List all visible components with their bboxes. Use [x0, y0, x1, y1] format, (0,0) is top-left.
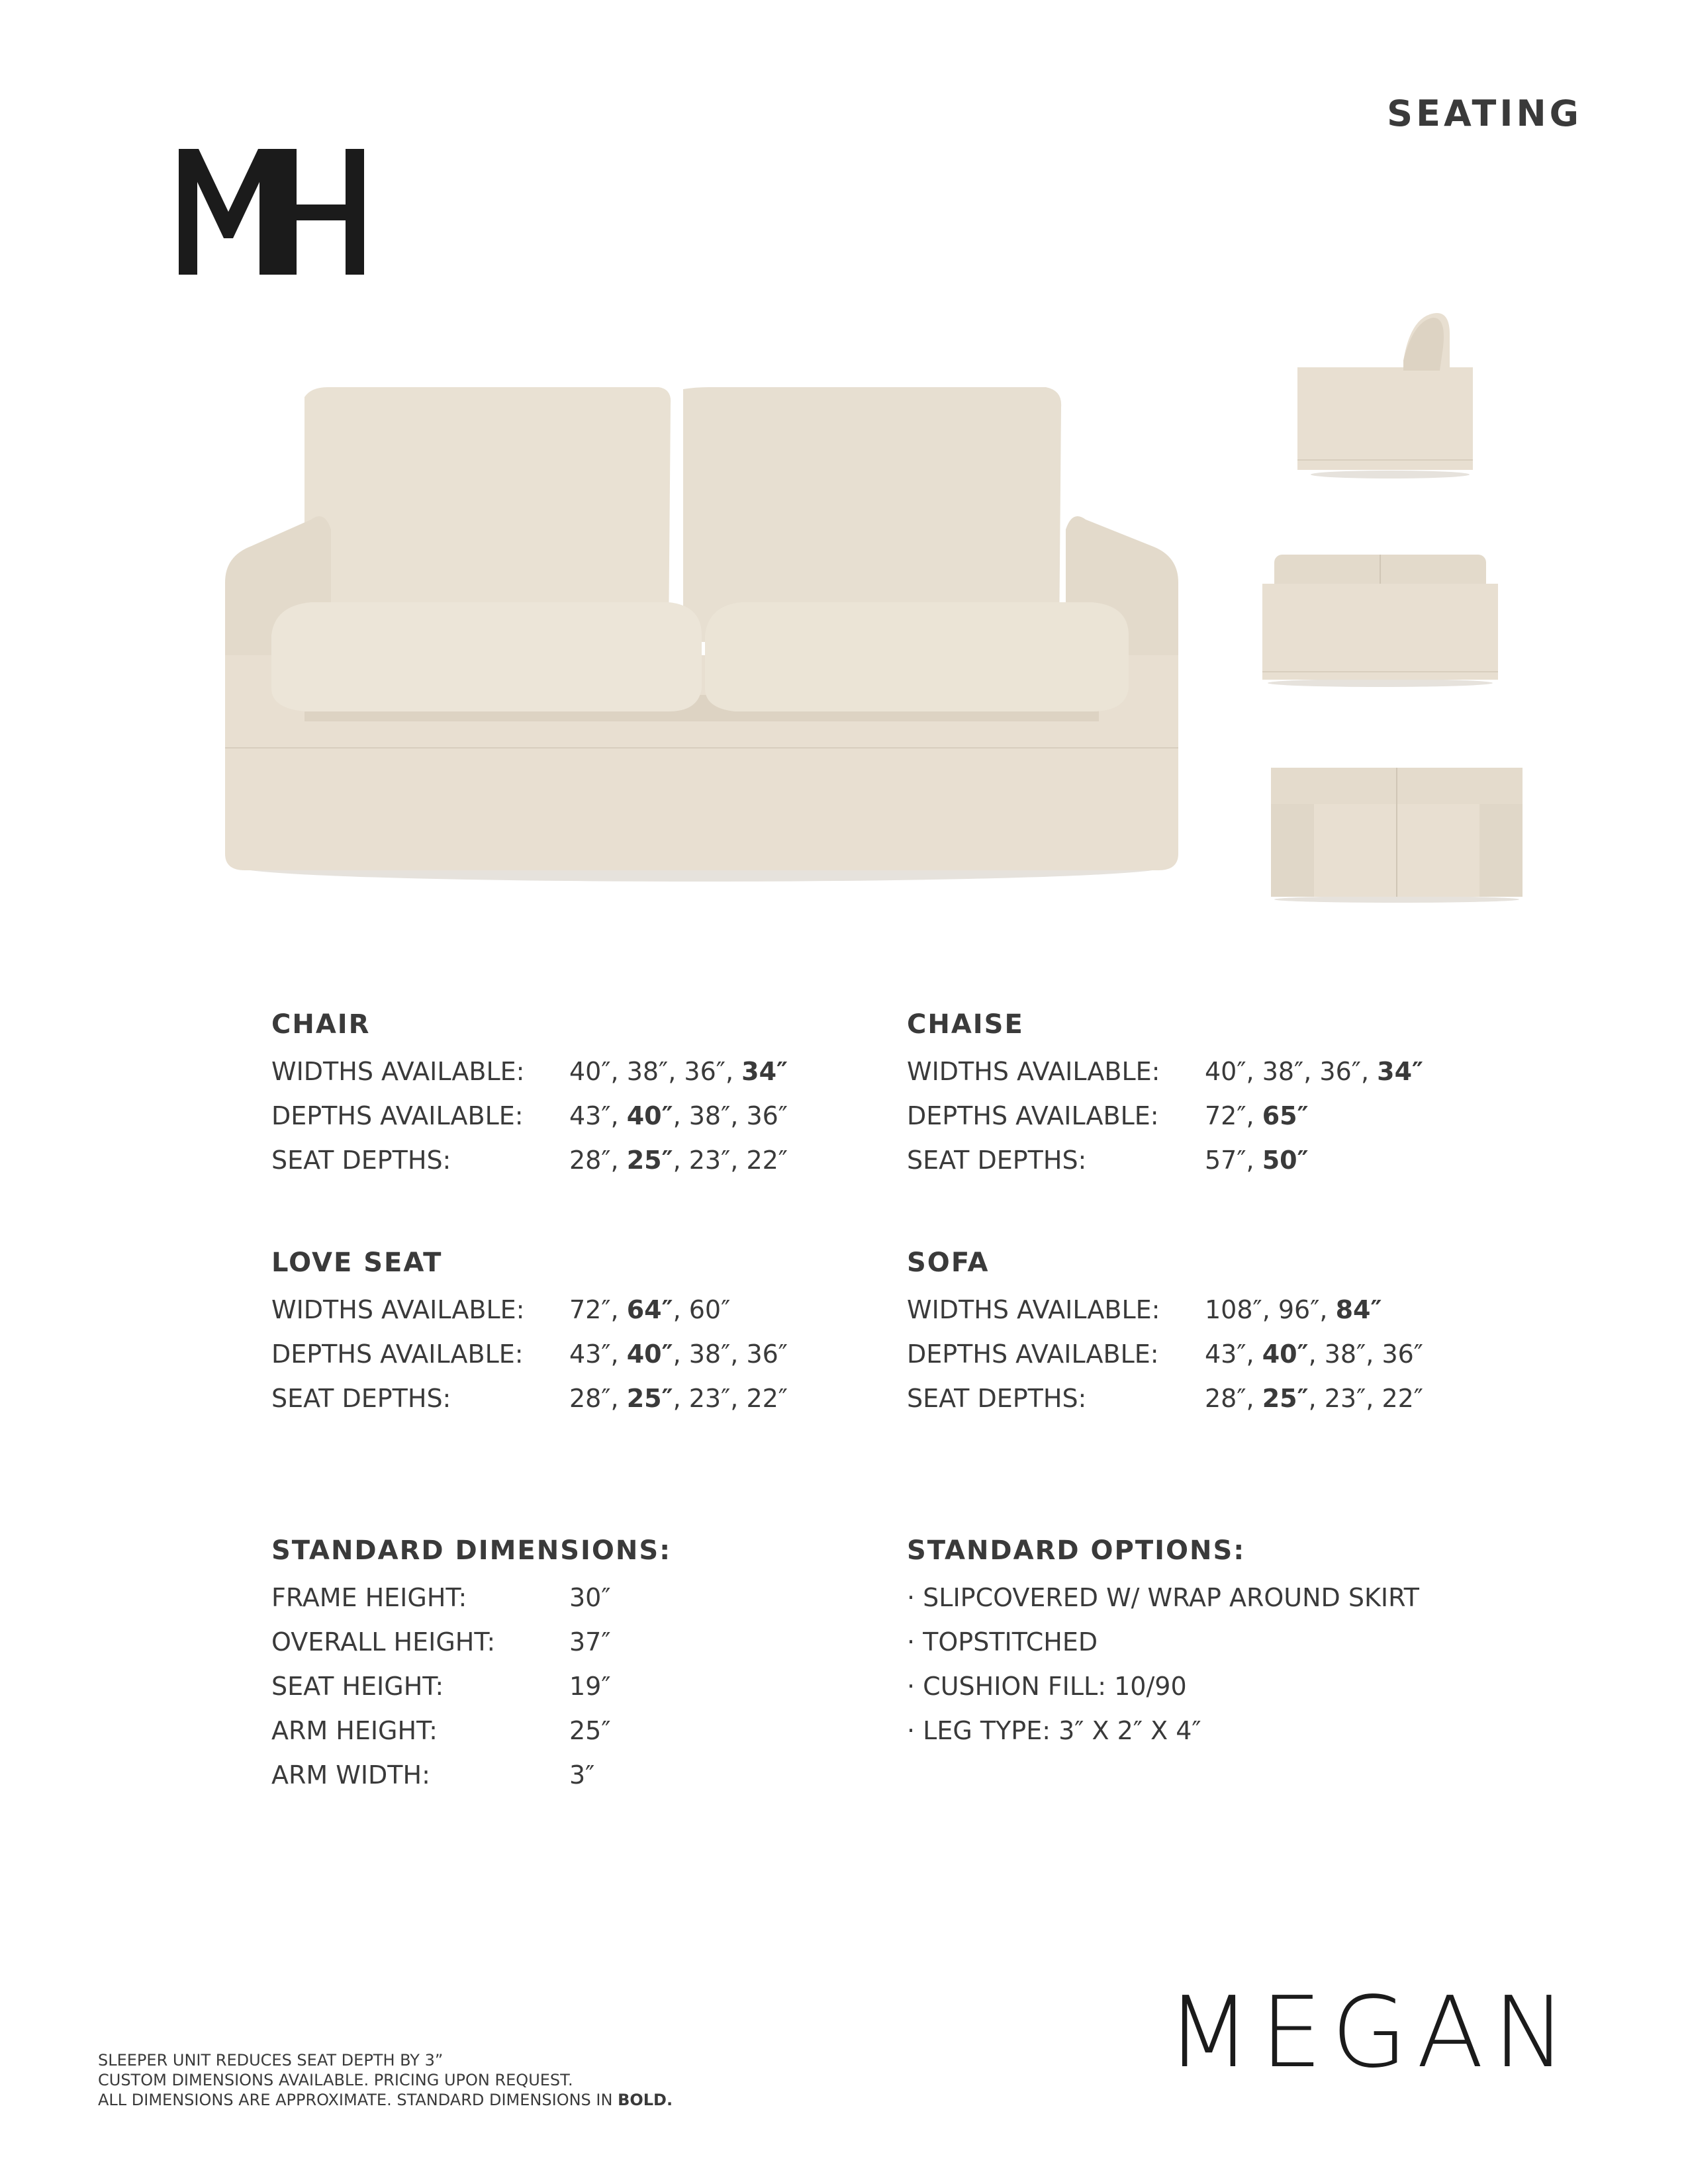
sofa-top-image: [1268, 764, 1526, 903]
option-item: · LEG TYPE: 3″ X 2″ X 4″: [907, 1716, 1201, 1745]
spec-label: DEPTHS AVAILABLE:: [271, 1101, 524, 1130]
spec-value: 43″, 40″, 38″, 36″: [1205, 1340, 1423, 1369]
spec-chair: [271, 1009, 788, 1190]
section-title: STANDARD DIMENSIONS:: [271, 1535, 672, 1566]
spec-value: 28″, 25″, 23″, 22″: [569, 1146, 788, 1175]
dimension-row: [271, 1627, 671, 1672]
dimension-label: OVERALL HEIGHT:: [271, 1627, 496, 1657]
sofa-side-image: [1291, 308, 1476, 480]
spec-label: SEAT DEPTHS:: [271, 1146, 451, 1175]
standard-options: [907, 1535, 1419, 1760]
spec-row: [907, 1295, 1423, 1340]
spec-label: WIDTHS AVAILABLE:: [907, 1057, 1160, 1086]
spec-value: 28″, 25″, 23″, 22″: [1205, 1384, 1423, 1413]
dimension-row: [271, 1716, 671, 1760]
footer-note: ALL DIMENSIONS ARE APPROXIMATE. STANDARD DIMENSIONS IN BOLD.: [98, 2091, 673, 2109]
spec-value: 72″, 64″, 60″: [569, 1295, 731, 1324]
spec-row: [271, 1057, 788, 1101]
section-title: STANDARD OPTIONS:: [907, 1535, 1246, 1566]
spec-chaise: [907, 1009, 1423, 1190]
spec-row: [907, 1146, 1423, 1190]
spec-value: 40″, 38″, 36″, 34″: [1205, 1057, 1423, 1086]
sofa-front-image: [212, 377, 1192, 887]
spec-value: 43″, 40″, 38″, 36″: [569, 1101, 788, 1130]
spec-value: 57″, 50″: [1205, 1146, 1309, 1175]
spec-row: [271, 1384, 788, 1428]
spec-title: CHAISE: [907, 1009, 1024, 1040]
spec-row: [271, 1295, 788, 1340]
dimension-label: SEAT HEIGHT:: [271, 1672, 444, 1701]
footer-notes: [98, 2050, 673, 2110]
dimension-value: 25″: [569, 1716, 611, 1745]
standard-dimensions: [271, 1535, 671, 1805]
spec-label: DEPTHS AVAILABLE:: [271, 1340, 524, 1369]
footer-note: SLEEPER UNIT REDUCES SEAT DEPTH BY 3”: [98, 2051, 444, 2070]
dimension-label: ARM WIDTH:: [271, 1760, 430, 1790]
dimension-row: [271, 1760, 671, 1805]
spec-row: [907, 1340, 1423, 1384]
option-item: · CUSHION FILL: 10/90: [907, 1672, 1187, 1701]
spec-row: [271, 1146, 788, 1190]
dimension-row: [271, 1583, 671, 1627]
spec-label: DEPTHS AVAILABLE:: [907, 1340, 1159, 1369]
dimension-label: ARM HEIGHT:: [271, 1716, 438, 1745]
spec-label: SEAT DEPTHS:: [907, 1384, 1087, 1413]
spec-value: 72″, 65″: [1205, 1101, 1309, 1130]
spec-label: WIDTHS AVAILABLE:: [271, 1295, 525, 1324]
dimension-value: 3″: [569, 1760, 595, 1790]
dimension-row: [271, 1672, 671, 1716]
option-item: · TOPSTITCHED: [907, 1627, 1098, 1657]
spec-row: [271, 1101, 788, 1146]
spec-row: [907, 1384, 1423, 1428]
product-name: MEGAN: [1166, 1976, 1575, 2089]
dimension-value: 30″: [569, 1583, 611, 1612]
spec-label: DEPTHS AVAILABLE:: [907, 1101, 1159, 1130]
spec-row: [907, 1057, 1423, 1101]
spec-label: SEAT DEPTHS:: [271, 1384, 451, 1413]
spec-label: WIDTHS AVAILABLE:: [907, 1295, 1160, 1324]
dimension-label: FRAME HEIGHT:: [271, 1583, 467, 1612]
spec-title: LOVE SEAT: [271, 1248, 443, 1278]
brand-logo: [179, 149, 364, 275]
category-label: SEATING: [1387, 93, 1582, 134]
spec-value: 28″, 25″, 23″, 22″: [569, 1384, 788, 1413]
spec-row: [907, 1101, 1423, 1146]
spec-value: 108″, 96″, 84″: [1205, 1295, 1382, 1324]
spec-label: WIDTHS AVAILABLE:: [271, 1057, 525, 1086]
spec-title: CHAIR: [271, 1009, 371, 1040]
footer-note: CUSTOM DIMENSIONS AVAILABLE. PRICING UPON REQUEST.: [98, 2071, 573, 2089]
sofa-back-image: [1261, 549, 1499, 688]
spec-value: 43″, 40″, 38″, 36″: [569, 1340, 788, 1369]
dimension-value: 37″: [569, 1627, 611, 1657]
spec-label: SEAT DEPTHS:: [907, 1146, 1087, 1175]
spec-title: SOFA: [907, 1248, 990, 1278]
option-item: · SLIPCOVERED W/ WRAP AROUND SKIRT: [907, 1583, 1419, 1612]
spec-love-seat: [271, 1248, 788, 1428]
dimension-value: 19″: [569, 1672, 611, 1701]
spec-row: [271, 1340, 788, 1384]
spec-value: 40″, 38″, 36″, 34″: [569, 1057, 788, 1086]
spec-sofa: [907, 1248, 1423, 1428]
